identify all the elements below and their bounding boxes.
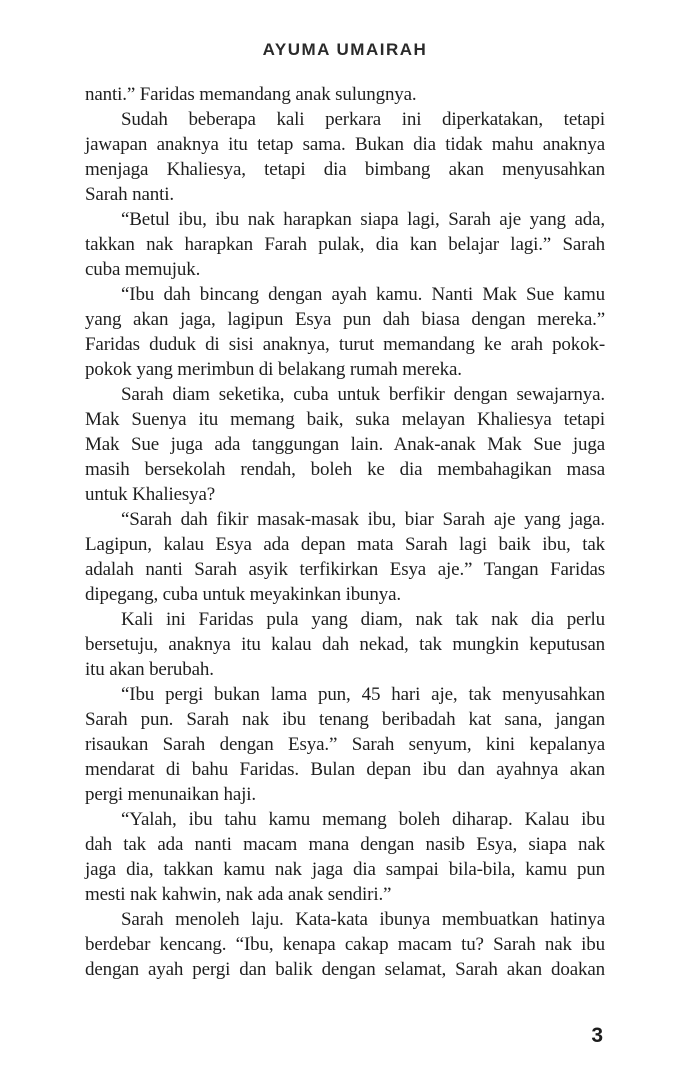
page-number: 3 — [591, 1024, 603, 1047]
text-line: dengan ayah pergi dan balik dengan selamat, Sarah akan doakan — [85, 959, 605, 980]
paragraph — [85, 282, 605, 382]
text-line: dah tak ada nanti macam mana dengan nasib Esya, siapa nak — [85, 834, 605, 855]
text-line: nanti.” Faridas memandang anak sulungnya. — [85, 84, 417, 105]
paragraph — [85, 907, 605, 982]
paragraph — [85, 82, 605, 107]
text-line: Sarah menoleh laju. Kata-kata ibunya membuatkan hatinya — [121, 909, 605, 930]
text-line: Mak Sue juga ada tanggungan lain. Anak-anak Mak Sue juga — [85, 434, 605, 455]
paragraph — [85, 507, 605, 607]
text-line: jawapan anaknya itu tetap sama. Bukan dia tidak mahu anaknya — [85, 134, 605, 155]
text-line: mendarat di bahu Faridas. Bulan depan ibu dan ayahnya akan — [85, 759, 605, 780]
text-line: untuk Khaliesya? — [85, 484, 216, 505]
paragraph — [85, 807, 605, 907]
text-line: yang akan jaga, lagipun Esya pun dah biasa dengan mereka.” — [85, 309, 605, 330]
text-line: takkan nak harapkan Farah pulak, dia kan belajar lagi.” Sarah — [85, 234, 605, 255]
text-line: adalah nanti Sarah asyik terfikirkan Esya aje.” Tangan Faridas — [85, 559, 605, 580]
text-line: itu akan berubah. — [85, 659, 214, 680]
text-line: “Ibu dah bincang dengan ayah kamu. Nanti Mak Sue kamu — [121, 284, 605, 305]
running-head: AYUMA UMAIRAH — [262, 40, 428, 59]
paragraph — [85, 682, 605, 807]
text-line: Sudah beberapa kali perkara ini diperkatakan, tetapi — [121, 109, 605, 130]
text-line: Mak Suenya itu memang baik, suka melayan Khaliesya tetapi — [85, 409, 605, 430]
page-body — [85, 82, 605, 982]
text-line: “Yalah, ibu tahu kamu memang boleh diharap. Kalau ibu — [121, 809, 605, 830]
text-line: “Betul ibu, ibu nak harapkan siapa lagi, Sarah aje yang ada, — [121, 209, 605, 230]
text-line: Sarah diam seketika, cuba untuk berfikir dengan sewajarnya. — [121, 384, 605, 405]
text-line: Sarah pun. Sarah nak ibu tenang beribadah kat sana, jangan — [85, 709, 605, 730]
text-line: “Sarah dah fikir masak-masak ibu, biar Sarah aje yang jaga. — [121, 509, 605, 530]
text-line: pergi menunaikan haji. — [85, 784, 256, 805]
text-line: mesti nak kahwin, nak ada anak sendiri.” — [85, 884, 392, 905]
paragraph — [85, 207, 605, 282]
text-line: cuba memujuk. — [85, 259, 201, 280]
text-line: “Ibu pergi bukan lama pun, 45 hari aje, tak menyusahkan — [121, 684, 605, 705]
paragraph — [85, 107, 605, 207]
text-line: risaukan Sarah dengan Esya.” Sarah senyum, kini kepalanya — [85, 734, 605, 755]
text-line: pokok yang merimbun di belakang rumah mereka. — [85, 359, 462, 380]
text-line: Lagipun, kalau Esya ada depan mata Sarah lagi baik ibu, tak — [85, 534, 605, 555]
text-line: dipegang, cuba untuk meyakinkan ibunya. — [85, 584, 402, 605]
text-line: berdebar kencang. “Ibu, kenapa cakap macam tu? Sarah nak ibu — [85, 934, 605, 955]
paragraph — [85, 382, 605, 507]
text-line: Kali ini Faridas pula yang diam, nak tak nak dia perlu — [121, 609, 605, 630]
paragraph — [85, 607, 605, 682]
text-line: bersetuju, anaknya itu kalau dah nekad, tak mungkin keputusan — [85, 634, 605, 655]
text-line: menjaga Khaliesya, tetapi dia bimbang akan menyusahkan — [85, 159, 605, 180]
text-line: Faridas duduk di sisi anaknya, turut memandang ke arah pokok- — [85, 334, 605, 355]
text-line: Sarah nanti. — [85, 184, 174, 205]
text-line: jaga dia, takkan kamu nak jaga dia sampai bila-bila, kamu pun — [85, 859, 605, 880]
text-line: masih bersekolah rendah, boleh ke dia membahagikan masa — [85, 459, 605, 480]
